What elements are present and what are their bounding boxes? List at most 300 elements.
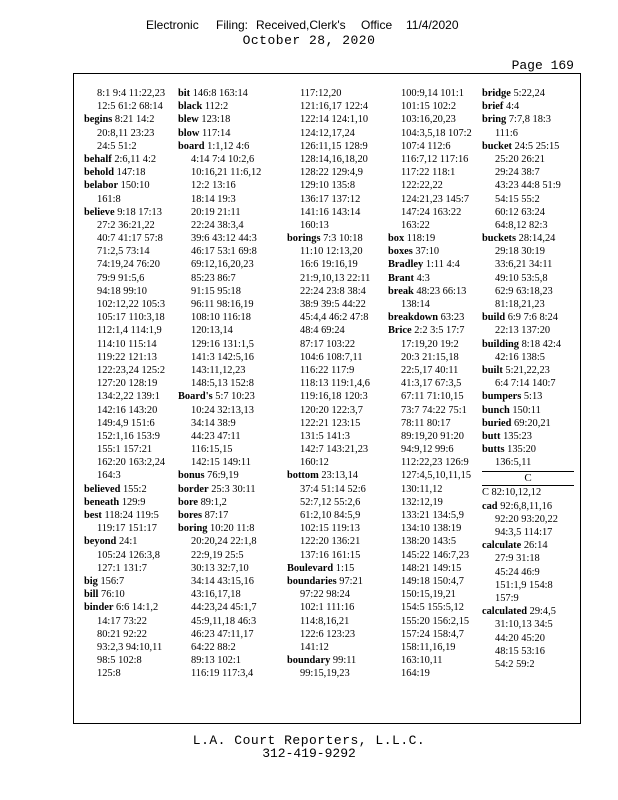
index-refs-line: 29:24 38:7 bbox=[495, 167, 540, 179]
index-refs: 118:19 bbox=[404, 233, 436, 245]
index-refs-line: 136:17 137:12 bbox=[300, 193, 361, 205]
index-refs-line: 136:5,11 bbox=[495, 457, 532, 469]
index-refs-line: 105:17 110:3,18 bbox=[97, 312, 165, 324]
index-refs-line: 42:16 138:5 bbox=[495, 351, 545, 363]
index-refs: 29:4,5 bbox=[527, 606, 556, 618]
index-refs: 129:9 bbox=[119, 496, 146, 508]
index-refs-line: 160:13 bbox=[300, 219, 329, 231]
index-term: big bbox=[84, 575, 98, 587]
index-term: bit bbox=[178, 88, 191, 99]
index-term: begins bbox=[84, 114, 113, 126]
index-refs-line: 98:5 102:8 bbox=[97, 655, 142, 667]
index-entry bbox=[482, 486, 578, 499]
index-term: bill bbox=[84, 589, 99, 601]
index-refs-line: 164:19 bbox=[401, 668, 430, 680]
index-refs-line: 128:22 129:4,9 bbox=[300, 167, 363, 179]
index-refs: 10:20 11:8 bbox=[207, 523, 255, 535]
transcript-date: October 28, 2020 bbox=[242, 33, 376, 48]
index-refs-line: 111:6 bbox=[495, 127, 518, 139]
index-refs-line: 147:24 163:22 bbox=[401, 206, 462, 218]
index-refs-line: 34:14 43:15,16 bbox=[191, 575, 254, 587]
index-term: bottom bbox=[287, 470, 319, 482]
index-refs: 117:14 bbox=[199, 127, 231, 139]
index-entry bbox=[482, 417, 578, 430]
page-number: Page 169 bbox=[511, 58, 574, 73]
index-term: bring bbox=[482, 114, 507, 126]
index-term: Board's bbox=[178, 391, 213, 403]
index-refs-line: 163:22 bbox=[401, 219, 430, 231]
index-refs-line: 54:15 55:2 bbox=[495, 193, 540, 205]
index-refs-line: 148:5,13 152:8 bbox=[191, 378, 254, 390]
index-refs: 24:1 bbox=[116, 536, 138, 548]
index-refs-line: 18:14 19:3 bbox=[191, 193, 236, 205]
index-refs-line: 78:11 80:17 bbox=[401, 417, 451, 429]
index-refs: 89:1,2 bbox=[198, 496, 227, 508]
index-term: Brice bbox=[388, 325, 412, 337]
index-refs: 2:2 3:5 17:7 bbox=[411, 325, 465, 337]
index-refs: 135:23 bbox=[500, 430, 532, 442]
index-refs: 150:10 bbox=[118, 180, 150, 192]
index-entry bbox=[84, 113, 174, 126]
index-refs-line: 67:11 71:10,15 bbox=[401, 391, 464, 403]
index-refs-line: 22:24 23:8 38:4 bbox=[300, 285, 366, 297]
index-entry bbox=[482, 539, 578, 552]
index-refs-line: 93:2,3 94:10,11 bbox=[97, 641, 163, 653]
index-refs-line: 101:15 102:2 bbox=[401, 101, 457, 113]
index-refs: 92:6,8,11,16 bbox=[497, 500, 553, 512]
index-refs: 146:8 163:14 bbox=[190, 88, 248, 99]
index-refs-line: 102:1 111:16 bbox=[300, 602, 355, 614]
index-refs-line: 129:10 135:8 bbox=[300, 180, 356, 192]
index-refs-line: 37:4 51:14 52:6 bbox=[300, 483, 366, 495]
index-refs-line: 27:2 36:21,22 bbox=[97, 219, 155, 231]
index-entry bbox=[388, 232, 486, 245]
index-term: bonus bbox=[178, 470, 205, 482]
index-refs: 23:13,14 bbox=[318, 470, 359, 482]
index-refs-line: 46:23 47:11,17 bbox=[191, 628, 254, 640]
index-entry bbox=[178, 113, 279, 126]
index-term: black bbox=[178, 101, 203, 113]
index-refs-line: 94:3,5 114:17 bbox=[495, 527, 553, 538]
index-term: Boulevard bbox=[287, 562, 334, 574]
index-term: board bbox=[178, 140, 205, 152]
index-refs-line: 81:18,21,23 bbox=[495, 299, 545, 310]
filing-label-received: Received,Clerk's bbox=[256, 18, 346, 32]
index-entry bbox=[482, 364, 578, 377]
index-term: best bbox=[84, 510, 102, 521]
index-column-3 bbox=[287, 87, 385, 717]
reporter-name: L.A. Court Reporters, L.L.C. bbox=[192, 733, 426, 748]
index-term: bores bbox=[178, 510, 203, 521]
index-entry bbox=[287, 562, 385, 575]
index-entry bbox=[84, 601, 174, 614]
index-refs-line: 116:19 117:3,4 bbox=[191, 668, 254, 680]
index-term: Bradley bbox=[388, 259, 424, 271]
index-refs-line: 20:3 21:15,18 bbox=[401, 351, 459, 363]
index-refs-line: 89:19,20 91:20 bbox=[401, 430, 464, 442]
index-refs-line: 119:22 121:13 bbox=[97, 351, 157, 363]
index-term: boundary bbox=[287, 655, 331, 667]
index-term: believed bbox=[84, 483, 121, 495]
index-term: C bbox=[482, 487, 489, 499]
index-term: buckets bbox=[482, 233, 517, 245]
index-refs-line: 116:7,12 117:16 bbox=[401, 153, 469, 165]
index-term: butts bbox=[482, 444, 505, 456]
index-refs-line: 120:20 122:3,7 bbox=[300, 404, 363, 416]
index-refs-line: 73:7 74:22 75:1 bbox=[401, 404, 467, 416]
index-refs-line: 34:14 38:9 bbox=[191, 417, 236, 429]
index-refs-line: 45:9,11,18 46:3 bbox=[191, 615, 257, 627]
index-entry bbox=[482, 390, 578, 403]
index-refs-line: 44:23 47:11 bbox=[191, 430, 241, 442]
index-refs-line: 116:15,15 bbox=[191, 444, 233, 456]
index-refs-line: 16:6 19:16,19 bbox=[300, 259, 358, 271]
index-entry bbox=[482, 500, 578, 513]
index-table bbox=[73, 73, 581, 724]
index-refs: 147:18 bbox=[114, 167, 146, 179]
index-term: binder bbox=[84, 602, 114, 614]
index-refs-line: 112:22,23 126:9 bbox=[401, 457, 469, 469]
index-refs-line: 8:1 9:4 11:22,23 bbox=[97, 88, 166, 99]
index-refs: 6:6 14:1,2 bbox=[113, 602, 159, 614]
index-refs: 26:14 bbox=[521, 540, 548, 552]
index-refs: 5:13 bbox=[521, 391, 543, 403]
index-refs-line: 149:4,9 151:6 bbox=[97, 417, 155, 429]
index-entry bbox=[84, 206, 174, 219]
index-refs-line: 17:19,20 19:2 bbox=[401, 338, 459, 350]
index-refs-line: 22:24 38:3,4 bbox=[191, 219, 244, 231]
index-refs-line: 4:14 7:4 10:2,6 bbox=[191, 153, 255, 165]
index-refs-line: 125:8 bbox=[97, 668, 121, 680]
index-refs: 63:23 bbox=[438, 312, 465, 324]
index-refs-line: 122:23,24 125:2 bbox=[97, 364, 166, 376]
index-refs-line: 92:20 93:20,22 bbox=[495, 513, 558, 525]
index-entry bbox=[482, 338, 578, 351]
index-entry bbox=[178, 140, 279, 153]
index-refs-line: 117:12,20 bbox=[300, 88, 342, 99]
index-refs: 1:1,12 4:6 bbox=[204, 140, 250, 152]
index-refs-line: 122:22,22 bbox=[401, 180, 443, 192]
index-refs-line: 87:17 103:22 bbox=[300, 338, 356, 350]
index-term: building bbox=[482, 338, 519, 350]
index-refs-line: 104:6 108:7,11 bbox=[300, 351, 363, 363]
index-refs-line: 43:16,17,18 bbox=[191, 589, 241, 601]
index-refs-line: 124:12,17,24 bbox=[300, 127, 355, 139]
index-refs-line: 48:15 53:16 bbox=[495, 645, 545, 657]
index-refs-line: 71:2,5 73:14 bbox=[97, 246, 150, 258]
index-refs-line: 41:3,17 67:3,5 bbox=[401, 378, 462, 390]
index-entry bbox=[84, 179, 174, 192]
index-refs-line: 143:11,12,23 bbox=[191, 364, 246, 376]
index-refs: 9:18 17:13 bbox=[114, 206, 162, 218]
index-refs-line: 160:12 bbox=[300, 457, 329, 469]
index-refs-line: 45:24 46:9 bbox=[495, 566, 540, 578]
index-refs-line: 154:5 155:5,12 bbox=[401, 602, 464, 614]
index-entry bbox=[178, 87, 279, 100]
index-entry bbox=[482, 311, 578, 324]
index-refs-line: 91:15 95:18 bbox=[191, 285, 241, 297]
index-refs: 25:3 30:11 bbox=[208, 483, 256, 495]
index-entry bbox=[84, 166, 174, 179]
index-term: boxes bbox=[388, 246, 413, 258]
index-entry bbox=[178, 483, 279, 496]
index-term: bridge bbox=[482, 88, 511, 99]
index-refs-line: 24:5 51:2 bbox=[97, 140, 137, 152]
index-refs-line: 121:16,17 122:4 bbox=[300, 101, 369, 113]
index-refs: 135:20 bbox=[504, 444, 536, 456]
index-refs-line: 149:18 150:4,7 bbox=[401, 575, 464, 587]
filing-label-office: Office bbox=[361, 18, 393, 32]
index-refs: 150:11 bbox=[509, 404, 541, 416]
reporter-phone: 312-419-9292 bbox=[262, 746, 356, 761]
index-entry bbox=[388, 245, 486, 258]
index-refs: 1:15 bbox=[333, 562, 355, 574]
index-refs-line: 107:4 112:6 bbox=[401, 140, 451, 152]
index-term: boundaries bbox=[287, 575, 337, 587]
index-term: behalf bbox=[84, 153, 112, 165]
index-refs-line: 22:13 137:20 bbox=[495, 325, 551, 337]
index-term: beyond bbox=[84, 536, 117, 548]
index-refs-line: 12:5 61:2 68:14 bbox=[97, 101, 163, 113]
index-entry bbox=[482, 443, 578, 456]
index-term: build bbox=[482, 312, 506, 324]
index-entry bbox=[287, 575, 385, 588]
index-refs: 24:5 25:15 bbox=[512, 140, 560, 152]
index-refs-line: 108:10 116:18 bbox=[191, 312, 251, 324]
index-term: built bbox=[482, 364, 503, 376]
index-refs-line: 60:12 63:24 bbox=[495, 206, 545, 218]
index-refs-line: 89:13 102:1 bbox=[191, 655, 241, 667]
index-entry bbox=[178, 390, 279, 403]
index-refs-line: 141:3 142:5,16 bbox=[191, 351, 254, 363]
index-term: bucket bbox=[482, 140, 513, 152]
index-refs-line: 43:23 44:8 51:9 bbox=[495, 180, 561, 192]
index-refs-line: 133:21 134:5,9 bbox=[401, 510, 464, 521]
index-refs-line: 29:18 30:19 bbox=[495, 246, 545, 258]
index-refs-line: 157:24 158:4,7 bbox=[401, 628, 464, 640]
index-term: cad bbox=[482, 500, 498, 512]
index-refs-line: 33:6,21 34:11 bbox=[495, 259, 553, 271]
index-term: border bbox=[178, 483, 209, 495]
index-refs-line: 54:2 59:2 bbox=[495, 658, 535, 670]
index-refs: 112:2 bbox=[202, 101, 229, 113]
index-refs-line: 100:9,14 101:1 bbox=[401, 88, 464, 99]
index-refs-line: 122:20 136:21 bbox=[300, 536, 361, 548]
index-entry bbox=[482, 100, 578, 113]
filing-label-electronic: Electronic bbox=[146, 18, 199, 32]
index-refs-line: 31:10,13 34:5 bbox=[495, 619, 553, 631]
index-refs-line: 12:2 13:16 bbox=[191, 180, 236, 192]
index-column-1 bbox=[84, 87, 174, 717]
index-refs: 87:17 bbox=[202, 510, 229, 521]
index-refs-line: 14:17 73:22 bbox=[97, 615, 147, 627]
index-entry bbox=[287, 232, 385, 245]
index-term: bunch bbox=[482, 404, 510, 416]
index-refs: 4:4 bbox=[503, 101, 520, 113]
index-entry bbox=[388, 272, 486, 285]
index-refs-line: 151:1,9 154:8 bbox=[495, 579, 553, 591]
index-refs-line: 97:22 98:24 bbox=[300, 589, 350, 601]
index-refs: 2:6,11 4:2 bbox=[111, 153, 157, 165]
index-refs-line: 49:10 53:5,8 bbox=[495, 272, 548, 284]
index-refs-line: 25:20 26:21 bbox=[495, 153, 545, 165]
index-refs-line: 11:10 12:13,20 bbox=[300, 246, 363, 258]
index-refs-line: 61:2,10 84:5,9 bbox=[300, 510, 361, 521]
index-refs: 4:3 bbox=[413, 272, 430, 284]
index-refs-line: 102:12,22 105:3 bbox=[97, 299, 166, 310]
index-term: butt bbox=[482, 430, 501, 442]
index-refs-line: 127:20 128:19 bbox=[97, 378, 158, 390]
index-refs: 76:10 bbox=[98, 589, 125, 601]
index-refs: 156:7 bbox=[97, 575, 125, 587]
index-term: believe bbox=[84, 206, 115, 218]
index-term: blew bbox=[178, 114, 199, 126]
section-letter: C bbox=[524, 472, 532, 485]
index-entry bbox=[482, 232, 578, 245]
index-refs: 97:21 bbox=[336, 575, 363, 587]
index-term: behold bbox=[84, 167, 115, 179]
index-refs-line: 20:8,11 23:23 bbox=[97, 127, 155, 139]
index-refs-line: 38:9 39:5 44:22 bbox=[300, 299, 366, 310]
index-refs-line: 138:20 143:5 bbox=[401, 536, 457, 548]
index-refs-line: 122:6 123:23 bbox=[300, 628, 356, 640]
index-term: bumpers bbox=[482, 391, 522, 403]
index-refs-line: 148:21 149:15 bbox=[401, 562, 462, 574]
index-refs-line: 20:20,24 22:1,8 bbox=[191, 536, 257, 548]
index-refs-line: 112:1,4 114:1,9 bbox=[97, 325, 162, 337]
index-term: bore bbox=[178, 496, 199, 508]
index-entry bbox=[84, 535, 174, 548]
index-refs-line: 137:16 161:15 bbox=[300, 549, 361, 561]
index-refs-line: 117:22 118:1 bbox=[401, 167, 456, 179]
index-refs-line: 141:12 bbox=[300, 641, 329, 653]
index-entry bbox=[178, 100, 279, 113]
index-refs-line: 27:9 31:18 bbox=[495, 553, 540, 565]
index-refs-line: 134:10 138:19 bbox=[401, 523, 462, 535]
index-refs-line: 127:4,5,10,11,15 bbox=[401, 470, 472, 482]
index-refs-line: 119:17 151:17 bbox=[97, 523, 157, 535]
index-refs: 5:21,22,23 bbox=[502, 364, 550, 376]
index-refs-line: 131:5 141:3 bbox=[300, 430, 350, 442]
index-refs-line: 22:9,19 25:5 bbox=[191, 549, 244, 561]
index-refs: 7:3 10:18 bbox=[320, 233, 363, 245]
index-term: breakdown bbox=[388, 312, 439, 324]
index-refs-line: 164:3 bbox=[97, 470, 121, 482]
index-refs-line: 30:13 32:7,10 bbox=[191, 562, 249, 574]
index-refs-line: 62:9 63:18,23 bbox=[495, 285, 553, 297]
index-refs-line: 120:13,14 bbox=[191, 325, 233, 337]
index-entry bbox=[287, 469, 385, 482]
index-refs-line: 94:18 99:10 bbox=[97, 285, 147, 297]
index-refs-line: 44:20 45:20 bbox=[495, 632, 545, 644]
index-refs-line: 118:13 119:1,4,6 bbox=[300, 378, 370, 390]
index-refs-line: 40:7 41:17 57:8 bbox=[97, 233, 163, 245]
index-refs: 118:24 119:5 bbox=[101, 510, 159, 521]
index-refs-line: 69:12,16,20,23 bbox=[191, 259, 254, 271]
index-refs-line: 114:10 115:14 bbox=[97, 338, 157, 350]
index-entry bbox=[84, 575, 174, 588]
filing-stamp bbox=[0, 18, 618, 32]
index-refs-line: 162:20 163:2,24 bbox=[97, 457, 166, 469]
index-refs: 8:18 42:4 bbox=[518, 338, 562, 350]
index-entry bbox=[84, 588, 174, 601]
index-entry bbox=[178, 509, 279, 522]
index-refs-line: 132:12,19 bbox=[401, 496, 443, 508]
index-refs-line: 45:4,4 46:2 47:8 bbox=[300, 312, 369, 324]
index-refs-line: 119:16,18 120:3 bbox=[300, 391, 368, 403]
index-term: calculate bbox=[482, 540, 522, 552]
index-refs: 99:11 bbox=[330, 655, 357, 667]
index-term: borings bbox=[287, 233, 321, 245]
index-refs-line: 6:4 7:14 140:7 bbox=[495, 378, 556, 390]
index-refs-line: 10:24 32:13,13 bbox=[191, 404, 254, 416]
index-term: Brant bbox=[388, 272, 414, 284]
index-refs-line: 126:11,15 128:9 bbox=[300, 140, 368, 152]
index-refs-line: 85:23 86:7 bbox=[191, 272, 236, 284]
index-column-4 bbox=[388, 87, 486, 717]
filing-date: 11/4/2020 bbox=[406, 18, 459, 32]
index-entry bbox=[287, 654, 385, 667]
index-refs-line: 155:1 157:21 bbox=[97, 444, 153, 456]
index-term: buried bbox=[482, 417, 512, 429]
index-refs-line: 99:15,19,23 bbox=[300, 668, 350, 680]
filing-label-filing: Filing: bbox=[216, 18, 249, 32]
index-refs-line: 129:16 131:1,5 bbox=[191, 338, 254, 350]
index-refs-line: 163:10,11 bbox=[401, 655, 443, 667]
index-refs-line: 158:11,16,19 bbox=[401, 641, 456, 653]
index-refs-line: 10:16,21 11:6,12 bbox=[191, 167, 262, 179]
index-entry bbox=[482, 430, 578, 443]
index-refs: 76:9,19 bbox=[204, 470, 239, 482]
index-refs-line: 46:17 53:1 69:8 bbox=[191, 246, 257, 258]
index-entry bbox=[482, 404, 578, 417]
index-refs: 69:20,21 bbox=[511, 417, 551, 429]
index-refs-line: 105:24 126:3,8 bbox=[97, 549, 160, 561]
index-refs-line: 116:22 117:9 bbox=[300, 364, 355, 376]
index-column-5 bbox=[482, 87, 578, 717]
index-refs-line: 142:16 143:20 bbox=[97, 404, 158, 416]
index-refs: 48:23 66:13 bbox=[413, 285, 467, 297]
index-refs-line: 94:9,12 99:6 bbox=[401, 444, 454, 456]
index-term: calculated bbox=[482, 606, 528, 618]
index-refs: 28:14,24 bbox=[516, 233, 556, 245]
index-refs-line: 127:1 131:7 bbox=[97, 562, 147, 574]
index-refs-line: 22:5,17 40:11 bbox=[401, 364, 459, 376]
index-entry bbox=[84, 483, 174, 496]
index-refs-line: 157:9 bbox=[495, 592, 519, 604]
index-refs-line: 128:14,16,18,20 bbox=[300, 153, 368, 165]
index-refs-line: 142:15 149:11 bbox=[191, 457, 251, 469]
index-term: break bbox=[388, 285, 414, 297]
index-entry bbox=[84, 153, 174, 166]
index-refs: 5:7 10:23 bbox=[212, 391, 255, 403]
index-refs-line: 44:23,24 45:1,7 bbox=[191, 602, 257, 614]
index-entry bbox=[388, 258, 486, 271]
index-refs-line: 141:16 143:14 bbox=[300, 206, 361, 218]
index-refs-line: 150:15,19,21 bbox=[401, 589, 456, 601]
index-refs-line: 74:19,24 76:20 bbox=[97, 259, 160, 271]
index-refs-line: 122:21 123:15 bbox=[300, 417, 361, 429]
index-entry bbox=[84, 509, 174, 522]
index-refs-line: 52:7,12 55:2,6 bbox=[300, 496, 361, 508]
index-refs-line: 21:9,10,13 22:11 bbox=[300, 272, 371, 284]
index-refs-line: 20:19 21:11 bbox=[191, 206, 241, 218]
index-refs-line: 145:22 146:7,23 bbox=[401, 549, 470, 561]
index-refs-line: 102:15 119:13 bbox=[300, 523, 360, 535]
index-term: beneath bbox=[84, 496, 120, 508]
index-refs-line: 39:6 43:12 44:3 bbox=[191, 233, 257, 245]
index-refs: 37:10 bbox=[412, 246, 440, 258]
